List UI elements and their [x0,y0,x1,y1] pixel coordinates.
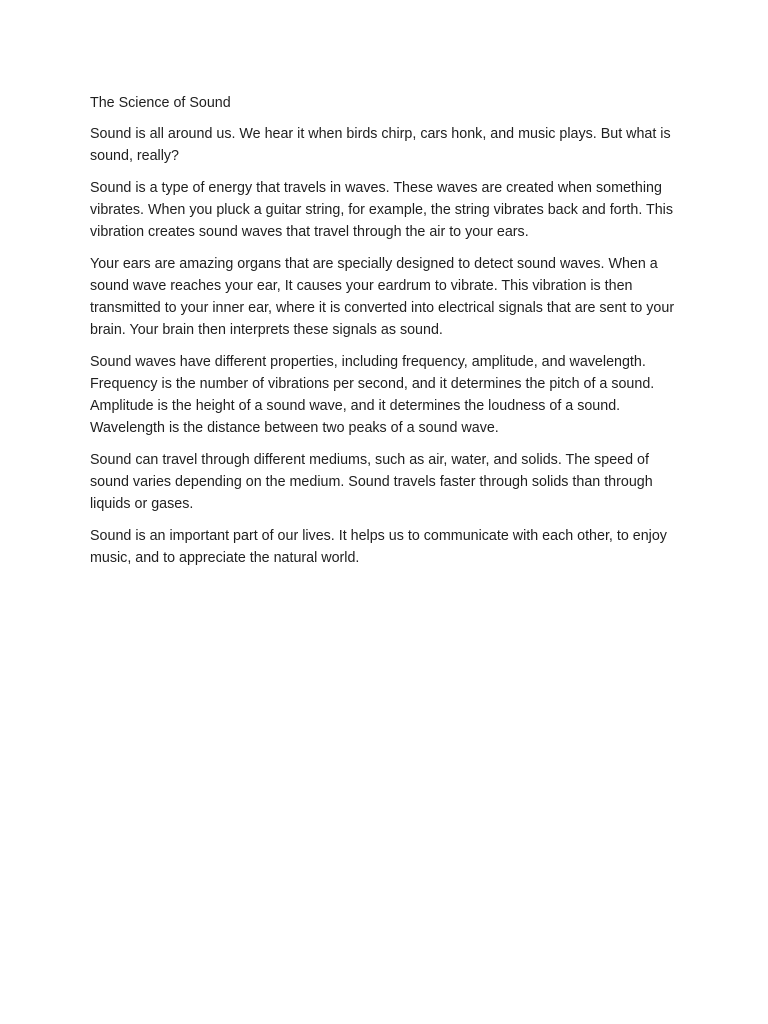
paragraph-properties: Sound waves have different properties, including frequency, amplitude, and wavelength. Frequency is the number of vibrations per second, and it determines the pitch of a sound. Amplitude is the height of a sound wave, and it determines the loudness of a sound. Wavelength is the distance between two peaks of a sound wave. [90,354,655,436]
paragraph-energy-waves: Sound is a type of energy that travels in waves. These waves are created when something vibrates. When you pluck a guitar string, for example, the string vibrates back and forth. This vibration creates sound waves that travel through the air to your ears. [90,180,674,240]
document-page [90,93,682,579]
paragraph-conclusion: Sound is an important part of our lives. It helps us to communicate with each other, to enjoy music, and to appreciate the natural world. [90,528,667,566]
paragraph-intro: Sound is all around us. We hear it when birds chirp, cars honk, and music plays. But what is sound, really? [90,126,671,164]
paragraph-mediums: Sound can travel through different mediums, such as air, water, and solids. The speed of sound varies depending on the medium. Sound travels faster through solids than through liquids or gases. [90,452,653,512]
paragraph-ears: Your ears are amazing organs that are specially designed to detect sound waves. When a sound wave reaches your ear, It causes your eardrum to vibrate. This vibration is then transmitted to your inner ear, where it is converted into electrical signals that are sent to your brain. Your brain then interprets these signals as sound. [90,256,675,338]
document-title: The Science of Sound [90,95,231,111]
